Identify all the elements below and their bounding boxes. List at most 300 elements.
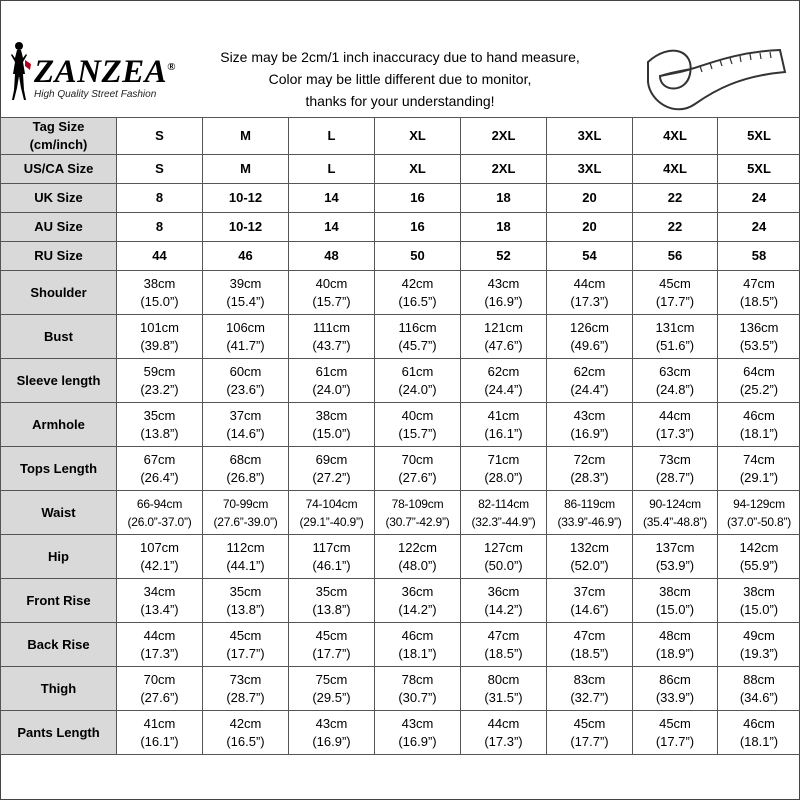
measuring-tape-icon (640, 42, 790, 118)
cm-value: 116cm (398, 319, 437, 335)
size-cell: 24 (718, 184, 800, 213)
inch-value: (55.9”) (739, 557, 779, 573)
inch-value: (14.6”) (226, 425, 265, 441)
inch-value: (51.6”) (655, 337, 695, 353)
row-label: Hip (1, 535, 117, 579)
inch-value: (39.8”) (140, 337, 179, 353)
cm-value: 127cm (483, 539, 524, 555)
size-cell: 44 (117, 242, 203, 271)
measurement-row (1, 535, 800, 579)
inch-value: (27.6”-39.0”) (213, 514, 278, 529)
inch-value: (48.0”) (398, 557, 437, 573)
inch-value: (50.0”) (484, 557, 523, 573)
measurement-cell (203, 315, 289, 359)
cm-value: 37cm (229, 407, 262, 423)
row-label (1, 213, 117, 242)
measurement-cell (718, 447, 800, 491)
measurement-cell (718, 271, 800, 315)
measurement-cell (718, 623, 800, 667)
cm-value: 43cm (401, 715, 434, 731)
cm-value: 132cm (569, 539, 610, 555)
cm-value: 41cm (143, 715, 176, 731)
measurement-cell (289, 667, 375, 711)
measurement-cell (375, 447, 461, 491)
inch-value: (47.6”) (484, 337, 523, 353)
inch-value: (17.3”) (570, 293, 609, 309)
size-cell: S (117, 155, 203, 184)
inch-value: (13.8”) (312, 601, 351, 617)
inch-value: (14.2”) (484, 601, 523, 617)
size-cell: 16 (375, 184, 461, 213)
size-row (1, 242, 800, 271)
measurement-cell (461, 711, 547, 755)
cm-value: 62cm (487, 363, 520, 379)
inch-value: (15.0”) (655, 601, 695, 617)
fashion-model-silhouette-icon (4, 40, 34, 104)
measurement-row (1, 315, 800, 359)
measurement-cell (718, 535, 800, 579)
size-cell: 5XL (718, 118, 800, 155)
cm-value: 73cm (659, 451, 691, 467)
measurement-cell (547, 315, 633, 359)
size-rows (1, 118, 800, 271)
size-cell: 56 (633, 242, 718, 271)
inch-value: (29.1”) (739, 469, 779, 485)
inch-value: (53.5”) (739, 337, 779, 353)
cm-value: 90-124cm (649, 496, 701, 511)
measurement-cell (547, 535, 633, 579)
cm-value: 35cm (143, 407, 176, 423)
measurement-rows (1, 271, 800, 755)
measurement-cell (461, 667, 547, 711)
row-label: Sleeve length (1, 359, 117, 403)
measurement-row (1, 623, 800, 667)
inch-value: (31.5”) (484, 689, 523, 705)
cm-value: 59cm (143, 363, 176, 379)
measurement-cell (461, 403, 547, 447)
size-cell: 18 (461, 184, 547, 213)
cm-value: 86cm (659, 671, 691, 687)
inch-value: (17.3”) (655, 425, 695, 441)
measurement-cell (718, 711, 800, 755)
cm-value: 35cm (315, 583, 348, 599)
cm-value: 45cm (659, 275, 691, 291)
size-cell: M (203, 155, 289, 184)
row-label: Thigh (1, 667, 117, 711)
measurement-cell (718, 667, 800, 711)
size-table (0, 117, 800, 755)
cm-value: 39cm (229, 275, 262, 291)
brand-logo (4, 40, 174, 110)
cm-value: 36cm (401, 583, 434, 599)
cm-value: 43cm (315, 715, 348, 731)
row-label-line: Tag Size (32, 119, 85, 134)
measurement-cell (547, 491, 633, 535)
cm-value: 61cm (315, 363, 348, 379)
measurement-cell (718, 315, 800, 359)
cm-value: 45cm (659, 715, 691, 731)
cm-value: 34cm (143, 583, 176, 599)
cm-value: 107cm (139, 539, 180, 555)
cm-value: 86-119cm (564, 496, 615, 511)
row-label: Front Rise (1, 579, 117, 623)
inch-value: (23.2”) (140, 381, 179, 397)
measurement-cell (375, 271, 461, 315)
cm-value: 101cm (139, 319, 180, 335)
inch-value: (18.1”) (739, 425, 779, 441)
measurement-cell (633, 623, 718, 667)
cm-value: 46cm (401, 627, 434, 643)
cm-value: 80cm (487, 671, 520, 687)
inch-value: (17.7”) (655, 733, 695, 749)
cm-value: 78-109cm (391, 496, 444, 511)
size-cell: M (203, 118, 289, 155)
size-cell: 2XL (461, 118, 547, 155)
cm-value: 69cm (315, 451, 348, 467)
size-cell: L (289, 118, 375, 155)
measurement-cell (461, 579, 547, 623)
cm-value: 46cm (743, 407, 775, 423)
cm-value: 62cm (573, 363, 606, 379)
cm-value: 60cm (229, 363, 262, 379)
cm-value: 82-114cm (478, 496, 529, 511)
row-label (1, 118, 117, 155)
inch-value: (24.4”) (484, 381, 523, 397)
inch-value: (28.7”) (655, 469, 695, 485)
size-cell: 20 (547, 213, 633, 242)
cm-value: 44cm (487, 715, 520, 731)
inch-value: (37.0”-50.8”) (726, 514, 792, 529)
size-cell: 58 (718, 242, 800, 271)
cm-value: 38cm (659, 583, 691, 599)
measurement-cell (203, 491, 289, 535)
cm-value: 43cm (573, 407, 606, 423)
inch-value: (28.7”) (226, 689, 265, 705)
cm-value: 75cm (315, 671, 348, 687)
inch-value: (15.0”) (312, 425, 351, 441)
cm-value: 73cm (229, 671, 262, 687)
size-row (1, 118, 800, 155)
size-cell: 50 (375, 242, 461, 271)
measurement-row (1, 447, 800, 491)
row-label (1, 242, 117, 271)
row-label: Tops Length (1, 447, 117, 491)
inch-value: (52.0”) (570, 557, 609, 573)
inch-value: (26.0”-37.0”) (127, 514, 192, 529)
measurement-cell (117, 271, 203, 315)
inch-value: (32.3”-44.9”) (471, 514, 536, 529)
cm-value: 88cm (743, 671, 775, 687)
inch-value: (14.6”) (570, 601, 609, 617)
inch-value: (18.5”) (484, 645, 523, 661)
inch-value: (16.5”) (226, 733, 265, 749)
row-label-line: RU Size (34, 248, 83, 263)
size-row (1, 184, 800, 213)
inch-value: (16.9”) (484, 293, 523, 309)
notice-line: thanks for your understanding! (305, 93, 495, 109)
row-label-line: US/CA Size (23, 161, 94, 176)
cm-value: 70cm (401, 451, 434, 467)
size-cell: 4XL (633, 118, 718, 155)
size-cell: 8 (117, 213, 203, 242)
cm-value: 106cm (225, 319, 266, 335)
measurement-row (1, 579, 800, 623)
size-cell: 2XL (461, 155, 547, 184)
measurement-row (1, 667, 800, 711)
inch-value: (16.9”) (312, 733, 351, 749)
measurement-cell (633, 579, 718, 623)
measurement-cell (289, 579, 375, 623)
measurement-cell (718, 579, 800, 623)
cm-value: 44cm (143, 627, 176, 643)
measurement-cell (375, 667, 461, 711)
measurement-cell (117, 359, 203, 403)
cm-value: 72cm (573, 451, 606, 467)
cm-value: 38cm (315, 407, 348, 423)
size-cell: 5XL (718, 155, 800, 184)
cm-value: 37cm (573, 583, 606, 599)
measurement-cell (117, 491, 203, 535)
size-cell: 48 (289, 242, 375, 271)
measurement-cell (461, 491, 547, 535)
cm-value: 71cm (487, 451, 520, 467)
measurement-row (1, 271, 800, 315)
cm-value: 137cm (655, 539, 695, 555)
measurement-cell (633, 711, 718, 755)
inch-value: (29.1”-40.9”) (299, 514, 364, 529)
cm-value: 63cm (659, 363, 691, 379)
measurement-cell (289, 623, 375, 667)
measurement-cell (203, 579, 289, 623)
measurement-cell (375, 623, 461, 667)
measurement-cell (375, 359, 461, 403)
inch-value: (32.7”) (570, 689, 609, 705)
inch-value: (16.9”) (570, 425, 609, 441)
measurement-cell (203, 711, 289, 755)
cm-value: 131cm (655, 319, 695, 335)
measurement-cell (633, 535, 718, 579)
cm-value: 112cm (226, 539, 265, 555)
measurement-cell (289, 271, 375, 315)
size-row (1, 155, 800, 184)
size-cell: 10-12 (203, 213, 289, 242)
cm-value: 83cm (573, 671, 606, 687)
size-cell: 22 (633, 184, 718, 213)
size-cell: 14 (289, 213, 375, 242)
cm-value: 74cm (743, 451, 775, 467)
cm-value: 47cm (487, 627, 520, 643)
inch-value: (44.1”) (226, 557, 265, 573)
inch-value: (17.7”) (226, 645, 265, 661)
measurement-cell (718, 359, 800, 403)
cm-value: 78cm (401, 671, 434, 687)
measurement-cell (117, 403, 203, 447)
cm-value: 47cm (743, 275, 775, 291)
size-cell: 8 (117, 184, 203, 213)
cm-value: 38cm (143, 275, 176, 291)
measurement-cell (547, 579, 633, 623)
inch-value: (15.7”) (398, 425, 437, 441)
inch-value: (24.0”) (312, 381, 351, 397)
inch-value: (15.7”) (312, 293, 351, 309)
size-cell: L (289, 155, 375, 184)
inch-value: (18.9”) (655, 645, 695, 661)
size-row (1, 213, 800, 242)
cm-value: 64cm (743, 363, 775, 379)
inch-value: (16.1”) (484, 425, 523, 441)
measurement-cell (375, 403, 461, 447)
inch-value: (23.6”) (226, 381, 265, 397)
size-cell: 52 (461, 242, 547, 271)
cm-value: 41cm (487, 407, 520, 423)
cm-value: 44cm (659, 407, 691, 423)
inch-value: (17.7”) (312, 645, 351, 661)
size-cell: 54 (547, 242, 633, 271)
cm-value: 45cm (315, 627, 348, 643)
measurement-cell (375, 315, 461, 359)
inch-value: (46.1”) (312, 557, 351, 573)
size-cell: S (117, 118, 203, 155)
inch-value: (42.1”) (140, 557, 179, 573)
size-cell: 3XL (547, 155, 633, 184)
inch-value: (41.7”) (226, 337, 265, 353)
measurement-cell (633, 315, 718, 359)
measurement-cell (375, 711, 461, 755)
measurement-cell (375, 579, 461, 623)
cm-value: 136cm (739, 319, 779, 335)
measurement-cell (461, 447, 547, 491)
measurement-cell (375, 535, 461, 579)
size-cell: 20 (547, 184, 633, 213)
measurement-cell (461, 623, 547, 667)
size-cell: XL (375, 118, 461, 155)
cm-value: 67cm (143, 451, 176, 467)
row-label (1, 184, 117, 213)
cm-value: 42cm (401, 275, 434, 291)
measurement-cell (289, 535, 375, 579)
cm-value: 35cm (229, 583, 262, 599)
measurement-row (1, 491, 800, 535)
measurement-cell (203, 447, 289, 491)
cm-value: 46cm (743, 715, 775, 731)
row-label: Bust (1, 315, 117, 359)
measurement-cell (117, 667, 203, 711)
measurement-cell (633, 447, 718, 491)
cm-value: 45cm (229, 627, 262, 643)
size-cell: 10-12 (203, 184, 289, 213)
measurement-cell (718, 491, 800, 535)
cm-value: 61cm (401, 363, 434, 379)
inch-value: (53.9”) (655, 557, 695, 573)
size-cell: 14 (289, 184, 375, 213)
inch-value: (16.5”) (398, 293, 437, 309)
inch-value: (35.4”-48.8”) (642, 514, 708, 529)
inch-value: (24.8”) (655, 381, 695, 397)
cm-value: 66-94cm (136, 496, 183, 511)
size-cell: 18 (461, 213, 547, 242)
cm-value: 38cm (743, 583, 775, 599)
row-label-line: (cm/inch) (29, 137, 88, 152)
inch-value: (26.4”) (140, 469, 179, 485)
inch-value: (19.3”) (739, 645, 779, 661)
measurement-cell (203, 667, 289, 711)
measurement-cell (117, 447, 203, 491)
measurement-cell (117, 315, 203, 359)
measurement-cell (547, 271, 633, 315)
row-label-line: UK Size (34, 190, 83, 205)
row-label: Waist (1, 491, 117, 535)
measurement-cell (203, 271, 289, 315)
measurement-cell (203, 623, 289, 667)
measurement-cell (547, 711, 633, 755)
row-label: Armhole (1, 403, 117, 447)
measurement-cell (289, 359, 375, 403)
measurement-row (1, 711, 800, 755)
size-cell: 22 (633, 213, 718, 242)
cm-value: 49cm (743, 627, 775, 643)
measurement-cell (547, 667, 633, 711)
cm-value: 111cm (312, 319, 351, 335)
measurement-cell (633, 271, 718, 315)
measurement-cell (203, 359, 289, 403)
size-cell: 16 (375, 213, 461, 242)
cm-value: 142cm (739, 539, 779, 555)
cm-value: 36cm (487, 583, 520, 599)
inch-value: (18.1”) (398, 645, 437, 661)
cm-value: 43cm (487, 275, 520, 291)
measurement-cell (633, 667, 718, 711)
cm-value: 121cm (483, 319, 524, 335)
row-label-line: AU Size (34, 219, 83, 234)
measurement-cell (633, 403, 718, 447)
inch-value: (24.0”) (398, 381, 437, 397)
inch-value: (15.0”) (739, 601, 779, 617)
brand-name: ZANZEA® (34, 54, 176, 90)
measurement-cell (547, 359, 633, 403)
inch-value: (17.7”) (570, 733, 609, 749)
cm-value: 94-129cm (733, 496, 785, 511)
size-cell: 24 (718, 213, 800, 242)
inch-value: (14.2”) (398, 601, 437, 617)
inch-value: (49.6”) (570, 337, 609, 353)
cm-value: 45cm (573, 715, 606, 731)
cm-value: 42cm (229, 715, 262, 731)
inch-value: (33.9”) (655, 689, 695, 705)
measurement-cell (375, 491, 461, 535)
measurement-cell (547, 623, 633, 667)
cm-value: 126cm (569, 319, 610, 335)
inch-value: (45.7”) (398, 337, 437, 353)
measurement-cell (461, 359, 547, 403)
inch-value: (15.0”) (140, 293, 179, 309)
measurement-notice (200, 46, 600, 112)
cm-value: 70cm (143, 671, 176, 687)
inch-value: (34.6”) (739, 689, 779, 705)
inch-value: (29.5”) (312, 689, 351, 705)
measurement-cell (718, 403, 800, 447)
inch-value: (28.3”) (570, 469, 609, 485)
measurement-cell (289, 711, 375, 755)
measurement-cell (547, 447, 633, 491)
cm-value: 47cm (573, 627, 606, 643)
size-cell: 4XL (633, 155, 718, 184)
inch-value: (17.3”) (484, 733, 523, 749)
inch-value: (18.5”) (570, 645, 609, 661)
inch-value: (30.7”-42.9”) (385, 514, 450, 529)
measurement-cell (633, 359, 718, 403)
row-label: Back Rise (1, 623, 117, 667)
chart-header (0, 0, 800, 118)
